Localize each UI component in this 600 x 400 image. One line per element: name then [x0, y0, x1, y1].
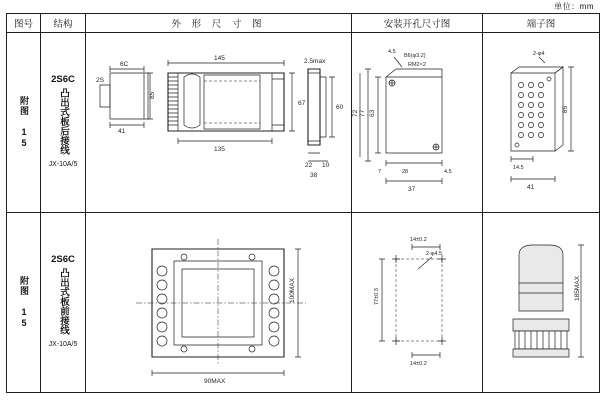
svg-text:14.5: 14.5: [513, 165, 524, 171]
svg-text:135: 135: [214, 146, 225, 153]
svg-text:4.5: 4.5: [388, 49, 396, 55]
svg-text:14±0.2: 14±0.2: [410, 237, 427, 243]
svg-text:4.5: 4.5: [444, 169, 452, 175]
svg-text:RM2×2: RM2×2: [408, 62, 426, 68]
row1-fig-no-cell: [7, 33, 41, 213]
svg-text:41: 41: [118, 128, 126, 135]
col-header-mounting: 安装开孔尺寸图: [352, 14, 483, 33]
row1-outline-cell: [86, 33, 352, 213]
row1-mounting-cell: [352, 33, 483, 213]
row1-structure-cell: [41, 33, 86, 213]
unit-note: 单位：mm: [554, 2, 594, 11]
row2-mounting-cell: [352, 213, 483, 393]
svg-text:2.5max: 2.5max: [304, 58, 326, 65]
table-row: [7, 213, 600, 393]
row2-terminal-cell: [483, 213, 600, 393]
svg-text:37: 37: [408, 186, 416, 193]
svg-text:85: 85: [149, 91, 156, 99]
row2-model-code: 2S6C: [51, 254, 75, 266]
svg-text:10: 10: [322, 162, 330, 169]
row1-model-desc: 凸出式板后接线: [58, 87, 69, 155]
svg-text:90MAX: 90MAX: [204, 378, 226, 385]
row1-terminal-drawing: [483, 33, 599, 211]
row2-model-desc: 凸出式板前接线: [58, 267, 69, 335]
table-row: [7, 33, 600, 213]
svg-text:185MAX: 185MAX: [574, 276, 581, 301]
row2-outline-cell: [86, 213, 352, 393]
svg-text:14±0.2: 14±0.2: [410, 361, 427, 367]
svg-text:2-φ4: 2-φ4: [533, 51, 545, 57]
svg-text:38: 38: [310, 172, 318, 179]
col-header-outline: 外 形 尺 寸 图: [86, 14, 352, 33]
table-header-row: [7, 14, 600, 33]
svg-text:2S: 2S: [96, 77, 104, 84]
row2-terminal-drawing: [483, 213, 599, 391]
svg-text:22: 22: [305, 162, 313, 169]
dimension-table: [6, 13, 600, 393]
svg-text:85: 85: [562, 105, 569, 113]
svg-text:67: 67: [298, 100, 306, 107]
row1-fig-no: 附图 15: [19, 96, 29, 149]
svg-text:63: 63: [369, 109, 376, 117]
col-header-fig-no: 图号: [7, 14, 41, 33]
row1-outline-drawing: [86, 33, 351, 211]
svg-text:41: 41: [527, 184, 535, 191]
row1-model-code: 2S6C: [51, 74, 75, 86]
row1-model-sub: JX-10A/5: [48, 161, 78, 169]
svg-text:2-φ4.5: 2-φ4.5: [426, 251, 443, 257]
svg-text:100MAX: 100MAX: [289, 278, 296, 303]
col-header-terminal: 端子图: [483, 14, 600, 33]
row1-terminal-cell: [483, 33, 600, 213]
svg-text:145: 145: [214, 55, 225, 62]
svg-text:28: 28: [402, 169, 409, 175]
svg-text:B6(φ3.2): B6(φ3.2): [404, 53, 426, 59]
svg-text:6C: 6C: [120, 61, 129, 68]
col-header-structure: 结构: [41, 14, 86, 33]
row2-model-sub: JX-10A/5: [48, 341, 78, 349]
row2-fig-no-cell: [7, 213, 41, 393]
svg-text:77±0.3: 77±0.3: [374, 288, 380, 305]
row1-mounting-drawing: [352, 33, 482, 211]
svg-text:72: 72: [352, 109, 359, 117]
svg-text:60: 60: [336, 104, 344, 111]
row2-structure-cell: [41, 213, 86, 393]
row2-fig-no: 附图 15: [19, 276, 29, 329]
svg-text:77: 77: [359, 109, 366, 117]
row2-outline-drawing: [86, 213, 351, 391]
row2-mounting-drawing: [352, 213, 482, 391]
svg-text:7: 7: [378, 169, 382, 175]
